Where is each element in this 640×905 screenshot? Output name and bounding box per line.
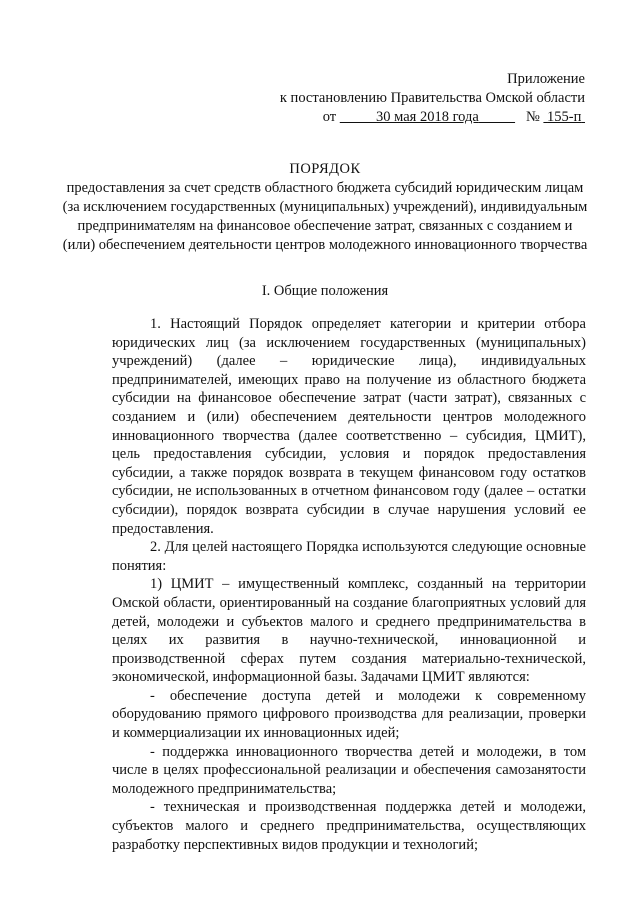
approval-number: 155-п — [547, 109, 582, 125]
document-body — [112, 315, 586, 854]
title-sub: предоставления за счет средств областного бюджета субсидий юридическим лицам (за исключением государственных (муниципальных) учреждений), индивидуальным предпринимателям на финансовое обеспечение затрат, связанных с созданием и (или) обеспечением деятельности центров молодежного инновационного творчества — [62, 180, 588, 253]
title-main: ПОРЯДОК — [289, 161, 361, 177]
approval-number-label: № — [525, 109, 540, 125]
paragraph: 2. Для целей настоящего Порядка используются следующие основные понятия: — [112, 539, 586, 574]
approval-from: от — [322, 109, 337, 125]
paragraph: 1) ЦМИТ – имущественный комплекс, созданный на территории Омской области, ориентированный на создание благоприятных условий для детей, молодежи и субъектов малого и среднего предпринимательства в целях их развития в научно-технической, инновационной и производственной сферах путем создания материально-технической, экономической, информационной базы. Задачами ЦМИТ являются: — [112, 576, 586, 686]
paragraph: - поддержка инновационного творчества детей и молодежи, в том числе в целях профессиональной реализации и обеспечения самозанятости молодежного предпринимательства; — [112, 743, 586, 797]
document-title — [60, 160, 590, 255]
approval-date-line — [265, 108, 585, 127]
paragraph: - обеспечение доступа детей и молодежи к современному оборудованию прямого цифрового производства для реализации, проверки и коммерциализации их инновационных идей; — [112, 687, 586, 742]
approval-date: 30 мая 2018 года — [376, 109, 479, 125]
paragraph: 1. Настоящий Порядок определяет категории и критерии отбора юридических лиц (за исключением государственных (муниципальных) учреждений) (далее – юридические лица), индивидуальных предпринимателей, имеющих право на получение из областного бюджета субсидии на финансовое обеспечение затрат (части затрат), связанных с созданием и (или) обеспечением деятельности центров молодежного инновационного творчества (далее соответственно – субсидия, ЦМИТ), цель предоставления субсидии, условия и порядок предоставления субсидии, а также порядок возврата в текущем финансовом году остатков субсидии, не использованных в отчетном финансовом году (далее – остатки субсидии), порядок возврата субсидии в случае нарушения условий ее предоставления. — [112, 316, 586, 537]
approval-resolution: к постановлению Правительства Омской области — [279, 90, 585, 106]
paragraph: - техническая и производственная поддержка детей и молодежи, субъектов малого и среднего предпринимательства, осуществляющих разработку перспективных видов продукции и технологий; — [112, 799, 586, 853]
approval-block — [265, 70, 585, 127]
approval-heading: Приложение — [507, 71, 585, 87]
section-heading: I. Общие положения — [261, 283, 389, 299]
